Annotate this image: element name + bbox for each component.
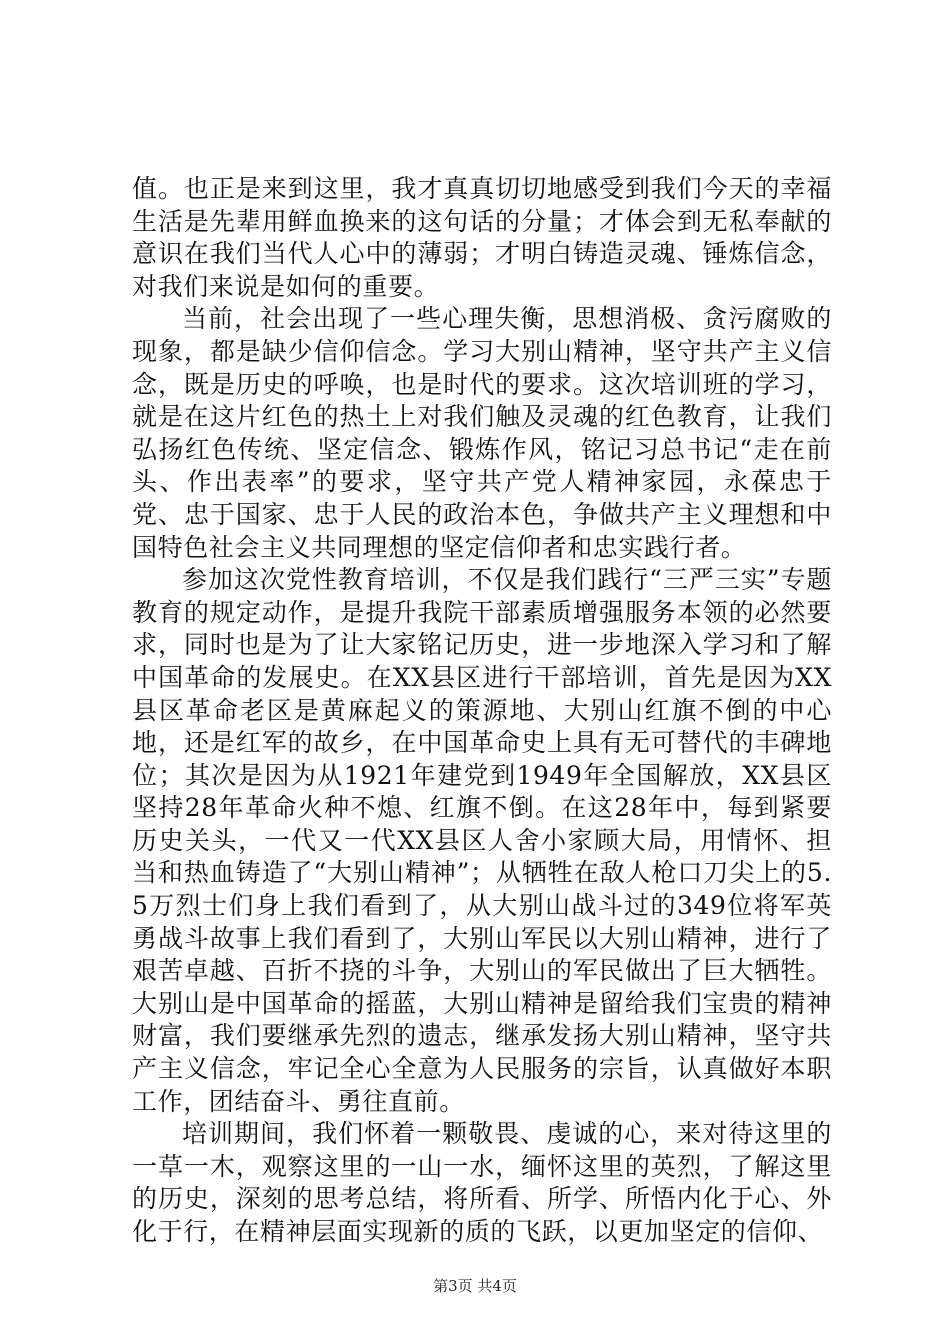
paragraph-current-situation: 当前，社会出现了一些心理失衡，思想消极、贪污腐败的现象，都是缺少信仰信念。学习大别山精神，坚守共产主义信念，既是历史的呼唤，也是时代的要求。这次培训班的学习，就是在这片红色的热土上对我们触及灵魂的红色教育，让我们弘扬红色传统、坚定信念、锻炼作风，铭记习总书记“走在前头、作出表率”的要求，坚守共产党人精神家园，永葆忠于党、忠于国家、忠于人民的政治本色，争做共产主义理想和中国特色社会主义共同理想的坚定信仰者和忠实践行者。: [132, 304, 832, 562]
paragraph-training-period: 培训期间，我们怀着一颗敬畏、虔诚的心，来对待这里的一草一木，观察这里的一山一水，缅怀这里的英烈，了解这里的历史，深刻的思考总结，将所看、所学、所悟内化于心、外化于行，在精神层面实现新的质的飞跃，以更加坚定的信仰、: [132, 1119, 832, 1246]
page-footer: 第3页 共4页: [433, 1277, 517, 1295]
document-body: [132, 173, 832, 1249]
paragraph-continued: 值。也正是来到这里，我才真真切切地感受到我们今天的幸福生活是先辈用鲜血换来的这句话的分量；才体会到无私奉献的意识在我们当代人心中的薄弱；才明白铸造灵魂、锤炼信念，对我们来说是如何的重要。: [132, 174, 832, 301]
paragraph-training-purpose: 参加这次党性教育培训，不仅是我们践行“三严三实”专题教育的规定动作，是提升我院干部素质增强服务本领的必然要求，同时也是为了让大家铭记历史，进一步地深入学习和了解中国革命的发展史。在XX县区进行干部培训，首先是因为XX县区革命老区是黄麻起义的策源地、大别山红旗不倒的中心地，还是红军的故乡，在中国革命史上具有无可替代的丰碑地位；其次是因为从1921年建党到1949年全国解放，XX县区坚持28年革命火种不熄、红旗不倒。在这28年中，每到紧要历史关头，一代又一代XX县区人舍小家顾大局，用情怀、担当和热血铸造了“大别山精神”；从牺牲在敌人枪口刀尖上的5.5万烈士们身上我们看到了，从大别山战斗过的349位将军英勇战斗故事上我们看到了，大别山军民以大别山精神，进行了艰苦卓越、百折不挠的斗争，大别山的军民做出了巨大牺牲。大别山是中国革命的摇蓝，大别山精神是留给我们宝贵的精神财富，我们要继承先烈的遗志，继承发扬大别山精神，坚守共产主义信念，牢记全心全意为人民服务的宗旨，认真做好本职工作，团结奋斗、勇往直前。: [132, 565, 832, 1116]
